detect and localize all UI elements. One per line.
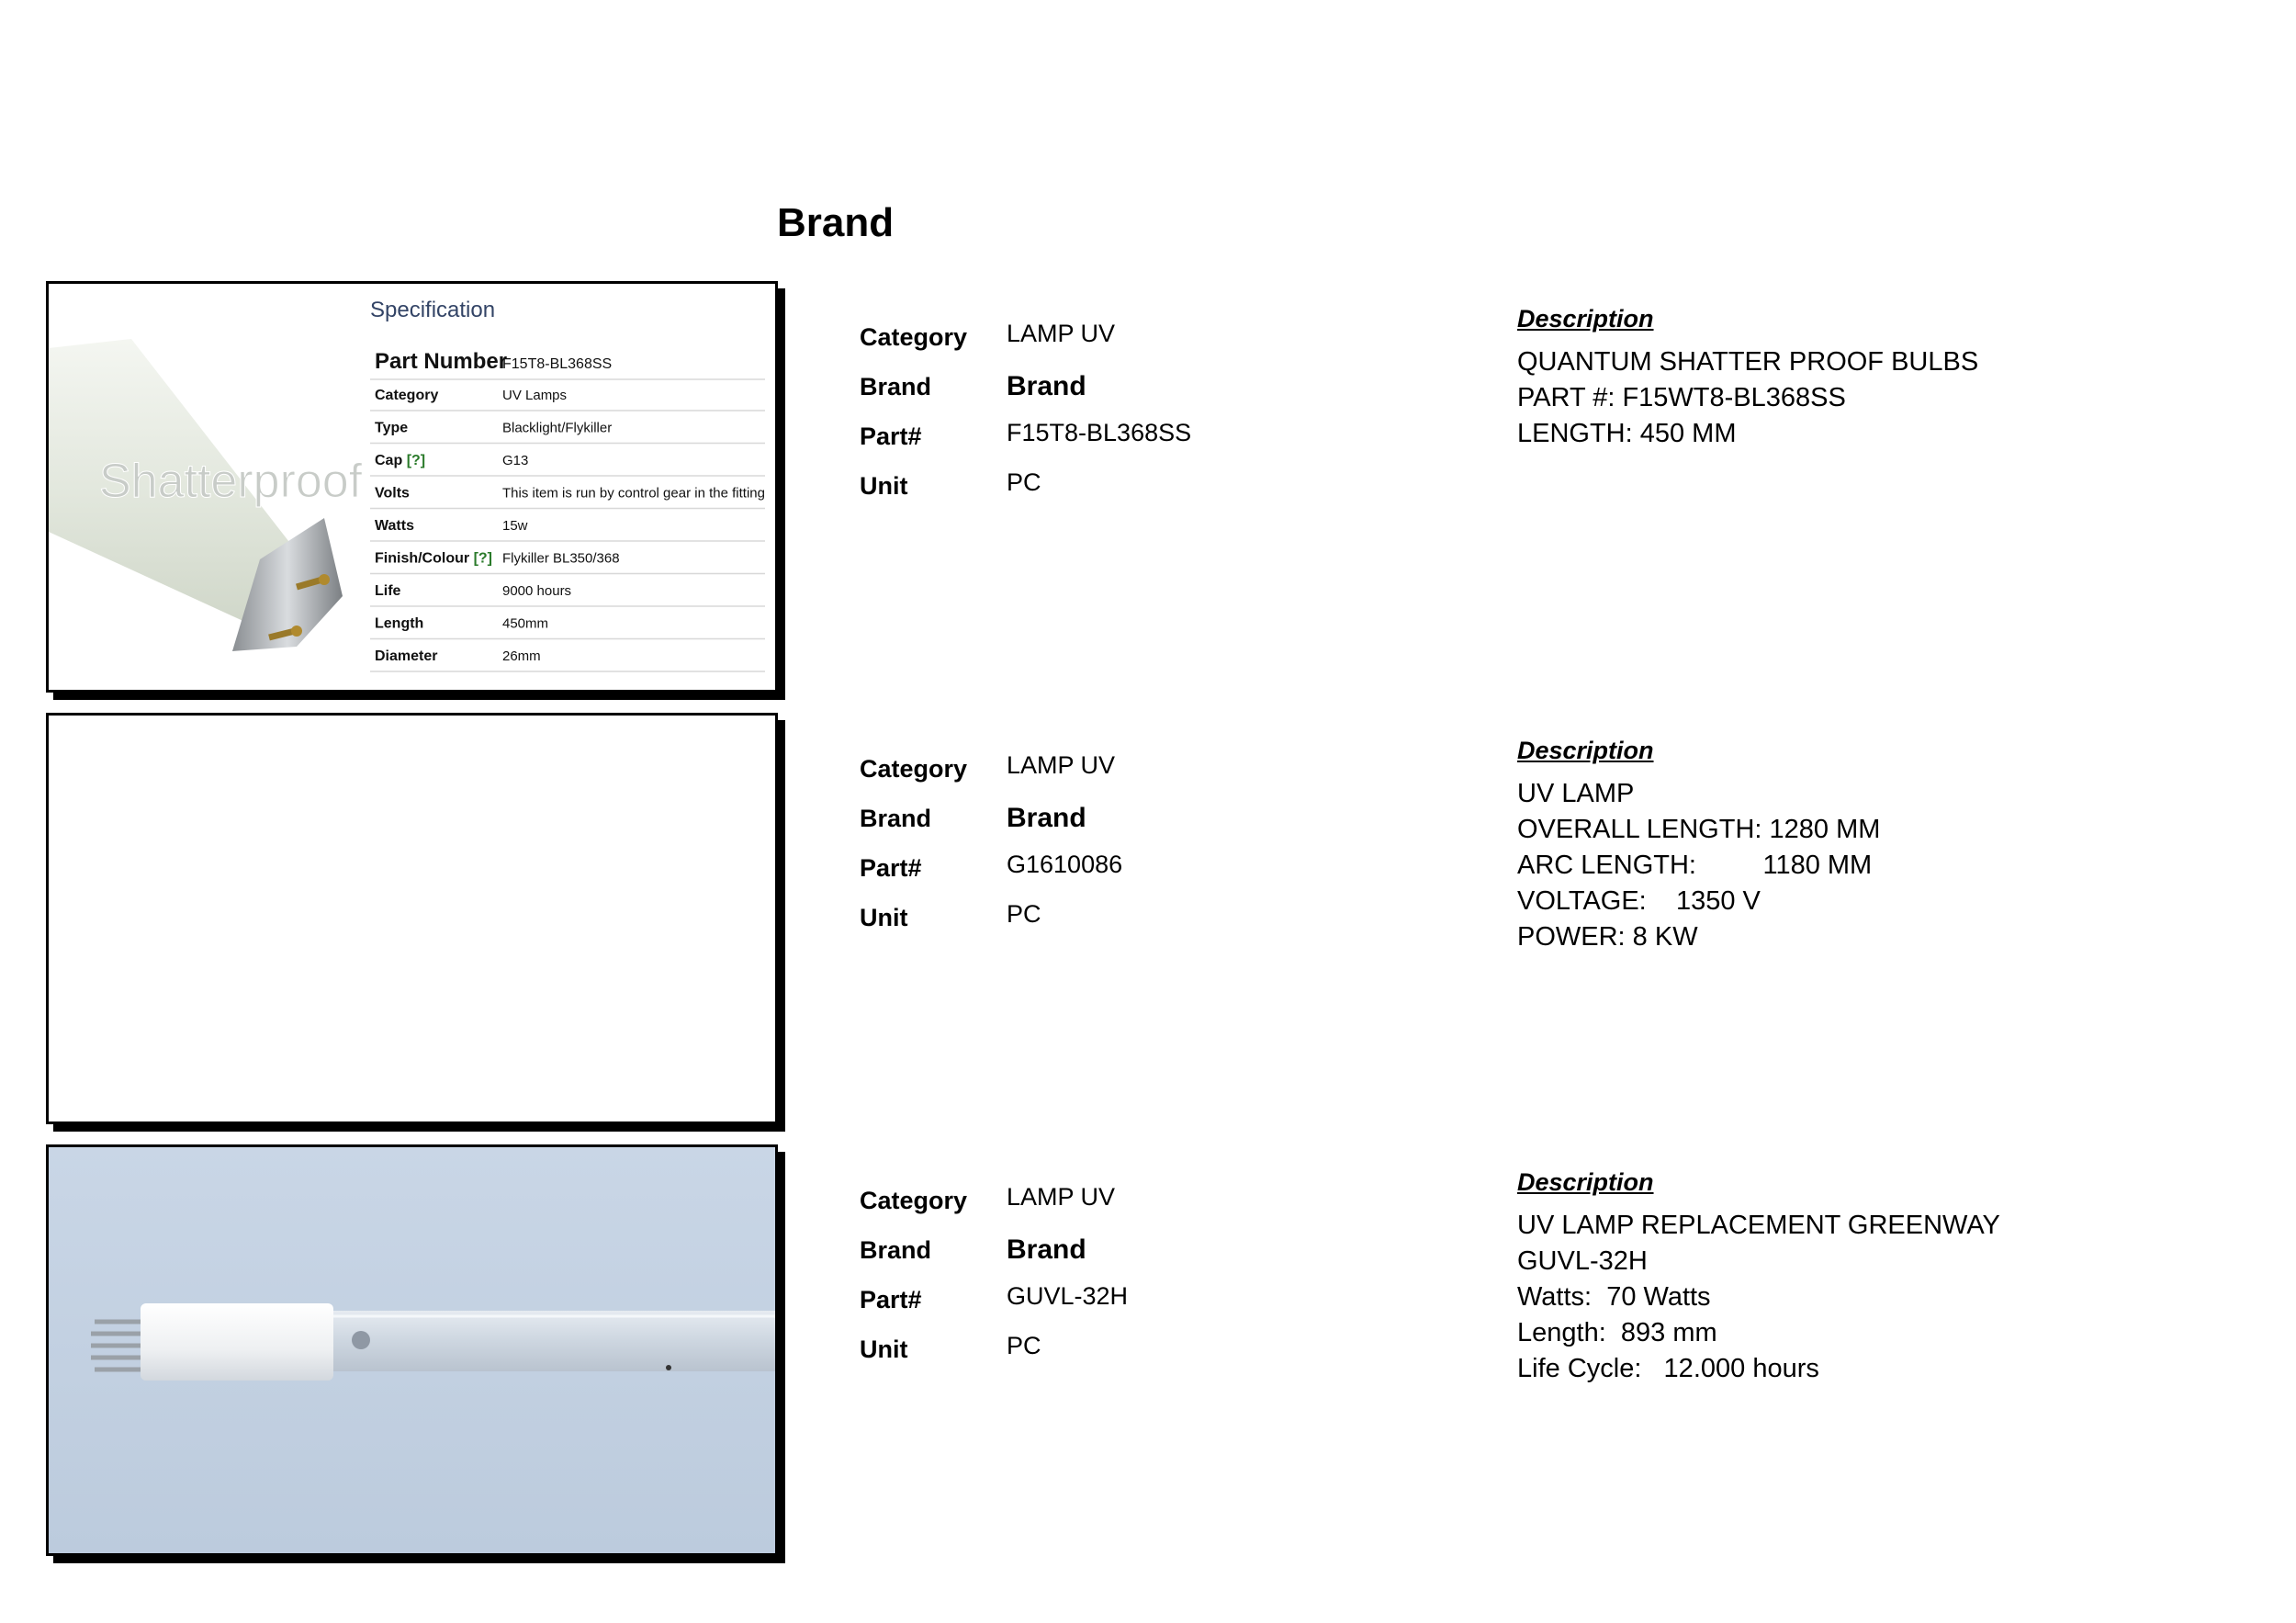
- spec-row-value: 450mm: [502, 615, 549, 632]
- page-title: Brand: [777, 200, 895, 245]
- field-brand: [860, 1233, 1411, 1269]
- spec-row-value: This item is run by control gear in the fitting: [502, 485, 765, 502]
- watermark-text: Shatterproof: [99, 455, 363, 508]
- description-block: [1517, 1168, 2270, 1387]
- spec-row-value: UV Lamps: [502, 388, 568, 403]
- field-unit: [860, 1332, 1411, 1369]
- category-label: Category: [860, 755, 968, 783]
- spec-row-value: F15T8-BL368SS: [502, 356, 613, 372]
- product-card: [0, 281, 2296, 704]
- uv-lamp-icon: [91, 1303, 775, 1381]
- product-image: [46, 281, 778, 693]
- field-unit: [860, 900, 1411, 937]
- field-brand: [860, 369, 1411, 406]
- product-card: [0, 713, 2296, 1135]
- description-block: [1517, 737, 2270, 955]
- spec-row-label: Type: [375, 420, 409, 436]
- spec-row-value: Blacklight/Flykiller: [502, 420, 613, 436]
- spec-row-label: Volts: [375, 485, 410, 502]
- part-label: Part#: [860, 1286, 922, 1313]
- field-brand: [860, 801, 1411, 838]
- category-label: Category: [860, 1187, 968, 1214]
- description-line: POWER: 8 KW: [1517, 922, 1698, 952]
- part-value: GUVL-32H: [1007, 1282, 1129, 1310]
- description-block: [1517, 305, 2270, 452]
- spec-row-label: Watts: [375, 518, 414, 534]
- spec-row-value: 15w: [502, 518, 528, 534]
- spec-help-link[interactable]: [?]: [406, 453, 426, 468]
- description-line: GUVL-32H: [1517, 1246, 1648, 1276]
- product-card: [0, 1144, 2296, 1567]
- spec-row-label: Cap [?]: [375, 453, 426, 468]
- description-heading: Description: [1517, 737, 1654, 764]
- unit-label: Unit: [860, 472, 908, 500]
- product-image-placeholder: [46, 713, 778, 1124]
- description-line: VOLTAGE: 1350 V: [1517, 886, 1761, 916]
- spec-row-value: Flykiller BL350/368: [502, 550, 620, 567]
- field-part: [860, 851, 1411, 887]
- part-value: G1610086: [1007, 851, 1123, 878]
- spec-help-link[interactable]: [?]: [473, 550, 492, 567]
- field-category: [860, 1183, 1411, 1220]
- description-line: Watts: 70 Watts: [1517, 1282, 1711, 1312]
- spec-row-label: Category: [375, 388, 439, 403]
- description-line: ARC LENGTH: 1180 MM: [1517, 851, 1873, 880]
- description-line: LENGTH: 450 MM: [1517, 419, 1737, 448]
- brand-label: Brand: [860, 1236, 932, 1264]
- description-line: PART #: F15WT8-BL368SS: [1517, 383, 1846, 412]
- spec-row-value: G13: [502, 453, 529, 468]
- spec-row-value: 26mm: [502, 648, 541, 664]
- unit-value: PC: [1007, 468, 1041, 496]
- brand-label: Brand: [860, 805, 932, 832]
- field-category: [860, 320, 1411, 356]
- description-line: QUANTUM SHATTER PROOF BULBS: [1517, 347, 1979, 377]
- spec-row-value: 9000 hours: [502, 583, 572, 599]
- field-category: [860, 751, 1411, 788]
- part-label: Part#: [860, 423, 922, 450]
- category-value: LAMP UV: [1007, 751, 1116, 779]
- unit-value: PC: [1007, 900, 1041, 928]
- brand-value: Brand: [1007, 1234, 1086, 1265]
- description-heading: Description: [1517, 1168, 1654, 1196]
- spec-row-label: Part Number: [375, 349, 508, 374]
- spec-row-label: Life: [375, 583, 401, 599]
- spec-row-label: Diameter: [375, 648, 438, 664]
- description-line: UV LAMP REPLACEMENT GREENWAY: [1517, 1211, 2000, 1240]
- spec-row-label: Finish/Colour [?]: [375, 550, 492, 567]
- description-line: OVERALL LENGTH: 1280 MM: [1517, 815, 1881, 844]
- field-unit: [860, 468, 1411, 505]
- unit-label: Unit: [860, 904, 908, 931]
- product-image: [46, 1144, 778, 1556]
- spec-title: Specification: [370, 298, 496, 322]
- part-label: Part#: [860, 854, 922, 882]
- description-line: Length: 893 mm: [1517, 1318, 1717, 1347]
- unit-label: Unit: [860, 1336, 908, 1363]
- category-value: LAMP UV: [1007, 320, 1116, 347]
- spec-row-label: Length: [375, 615, 424, 632]
- field-part: [860, 419, 1411, 456]
- description-line: Life Cycle: 12.000 hours: [1517, 1354, 1819, 1383]
- field-part: [860, 1282, 1411, 1319]
- unit-value: PC: [1007, 1332, 1041, 1359]
- brand-value: Brand: [1007, 803, 1086, 833]
- description-heading: Description: [1517, 305, 1654, 332]
- category-label: Category: [860, 323, 968, 351]
- category-value: LAMP UV: [1007, 1183, 1116, 1211]
- part-value: F15T8-BL368SS: [1007, 419, 1192, 446]
- brand-label: Brand: [860, 373, 932, 400]
- brand-value: Brand: [1007, 371, 1086, 401]
- description-line: UV LAMP: [1517, 779, 1635, 808]
